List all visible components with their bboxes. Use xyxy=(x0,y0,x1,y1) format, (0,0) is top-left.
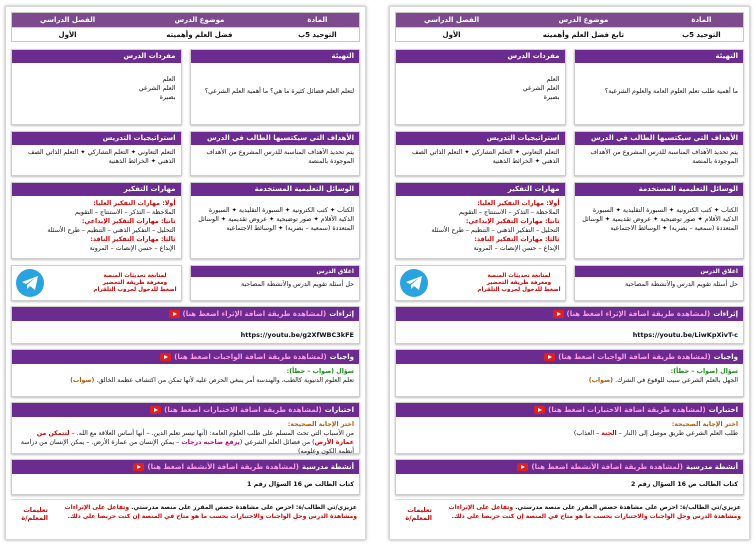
activities-title: أنشطة مدرسية xyxy=(685,463,738,471)
telegram-line-2: ومعرفة طريقة التحضير xyxy=(102,279,168,286)
goals-box xyxy=(574,131,745,176)
youtube-icon[interactable] xyxy=(160,353,171,361)
goals-text: يتم تحديد الأهداف المناسبة للدرس المشروع من الأهداف الموجودة بالمنصة xyxy=(590,149,738,165)
prep-text: ما أهمية طلب تعلم العلوم العامة والعلوم الشرعية؟ xyxy=(604,88,738,95)
vocab-title: مفردات الدرس xyxy=(396,50,565,63)
closing-text: حل أسئلة تقويم الدرس والأنشطة المصاحبة xyxy=(240,281,354,288)
media-text: الكتاب ✦ كتب الكترونية ✦ السبورة التقليدية ✦ السبورة الذكية الأقلام ✦ صور توضيحية ✦ عروض تقديمية ✦ الوسائل المتعددة (سمعية – بصرية) ✦ الوسائط الاجتماعية xyxy=(582,207,738,232)
header-label-term: الفصل الدراسي xyxy=(12,13,123,27)
activities-title: أنشطة مدرسية xyxy=(301,463,354,471)
tests-title: اختبارات xyxy=(324,406,354,414)
vocab-item: العلم xyxy=(546,76,560,83)
header-label-topic: موضوع الدرس xyxy=(507,13,660,27)
youtube-icon[interactable] xyxy=(534,406,545,414)
homework-help-link[interactable]: (لمشاهدة طريقة اضافة الواجبات اضغط هنا) xyxy=(174,353,327,361)
telegram-box[interactable] xyxy=(11,265,182,301)
vocab-title: مفردات الدرس xyxy=(12,50,181,63)
thinking-title: مهارات التفكير xyxy=(396,183,565,196)
thinking-heading-3: ثالثا: مهارات التفكير الناقد: xyxy=(474,236,560,243)
strategies-text: التعلم التعاوني ✦ التعلم التشاركي ✦ التعلم الذاتي الصف الذهني ✦ الخرائط الذهنية xyxy=(27,149,176,165)
header-value-term: الأول xyxy=(396,27,507,41)
telegram-icon[interactable] xyxy=(16,269,44,297)
vocab-item: العلم xyxy=(162,76,176,83)
enrich-section xyxy=(395,306,744,344)
enrich-title: إثراءات xyxy=(713,310,738,318)
tests-connector: ) من فضائل العلم الشرعي ( xyxy=(239,439,315,446)
media-title: الوسائل التعليمية المستخدمة xyxy=(191,183,360,196)
tests-connector: – xyxy=(616,430,624,437)
closing-box xyxy=(190,265,361,301)
goals-text: يتم تحديد الأهداف المناسبة للدرس المشروع من الأهداف الموجودة بالمنصة xyxy=(206,149,354,165)
tests-help-link[interactable]: (لمشاهدة طريقة اضافة الاختبارات اضغط هنا) xyxy=(548,406,706,414)
thinking-box xyxy=(395,182,566,259)
closing-box xyxy=(574,265,745,301)
strategies-title: استراتيجيات التدريس xyxy=(396,132,565,145)
header-value-subject: التوحيد 5ب xyxy=(660,27,743,41)
thinking-text-1: الملاحظة – التذكر – الاستنتاج – التقويم xyxy=(74,209,176,216)
media-box xyxy=(190,182,361,259)
tests-correct-option: لتتمكن من عمارة الأرض xyxy=(36,430,354,446)
header-label-subject: المادة xyxy=(276,13,359,27)
lesson-plan-page-2 xyxy=(5,6,366,540)
teacher-instructions xyxy=(395,499,744,528)
header-value-term: الأول xyxy=(12,27,123,41)
tests-title: اختبارات xyxy=(708,406,738,414)
strategies-box xyxy=(395,131,566,176)
activities-help-link[interactable]: (لمشاهدة طريقة اضافة الأنشطة اضغط هنا) xyxy=(531,463,683,471)
enrich-help-link[interactable]: (لمشاهدة طريقة اضافة الإثراء اضغط هنا) xyxy=(566,310,711,318)
prep-title: التهيئة xyxy=(575,50,744,63)
homework-answer: (صواب) xyxy=(588,377,614,384)
tests-question-type: اختر الإجابة الصحيحة: xyxy=(287,421,354,428)
homework-section xyxy=(395,349,744,397)
thinking-text-3: الإبداع – حسن الإنصات – المرونة xyxy=(473,245,560,252)
homework-answer: (صواب) xyxy=(70,377,95,384)
homework-question-type: سؤال (صواب – خطأ): xyxy=(670,368,738,375)
homework-question-type: سؤال (صواب – خطأ): xyxy=(286,368,354,375)
tests-option-1: النار xyxy=(623,430,635,437)
strategies-box xyxy=(11,131,182,176)
thinking-text-1: الملاحظة – التذكر – الاستنتاج – التقويم xyxy=(458,209,560,216)
vocab-item: بصيرة xyxy=(543,94,560,101)
header-value-topic: فضل العلم وأهميته xyxy=(123,27,276,41)
tests-question-type: اختر الإجابة الصحيحة: xyxy=(671,421,738,428)
telegram-line-1: لمتابعة تحديثات المنصة xyxy=(487,272,551,279)
activities-text: كتاب الطالب ص 16 السؤال رقم 2 xyxy=(631,480,738,488)
enrich-title: إثراءات xyxy=(329,310,354,318)
instructions-intro: عزيزي/تي الطالب/ة: احرص على مشاهدة حصص المقرر على منصة مدرستي. xyxy=(131,504,357,511)
enrich-section xyxy=(11,306,360,344)
thinking-heading-3: ثالثا: مهارات التفكير الناقد: xyxy=(90,236,176,243)
instructions-rest: وتفاعل على الإثراءات ومشاهدة الدرس وحل الواجبات والاختبارات بحسب ما هو متاح في المنصة إن كنت حريصا على ذلك. xyxy=(64,504,357,520)
strategies-title: استراتيجيات التدريس xyxy=(12,132,181,145)
telegram-line-3[interactable]: اضغط للدخول لجروب التلقرام xyxy=(93,286,177,293)
header-label-subject: المادة xyxy=(660,13,743,27)
header-value-subject: التوحيد 5ب xyxy=(276,27,359,41)
instructions-label: تعليمات المعلم/ة xyxy=(21,506,48,522)
instructions-rest: وتفاعل على الإثراءات ومشاهدة الدرس وحل الواجبات والاختبارات بحسب ما هو متاح في المنصة إن كنت حريصا على ذلك. xyxy=(448,504,741,520)
telegram-icon[interactable] xyxy=(400,269,428,297)
media-title: الوسائل التعليمية المستخدمة xyxy=(575,183,744,196)
tests-end: – العذاب) xyxy=(573,430,602,437)
homework-title: واجبات xyxy=(713,353,738,361)
homework-question: الجهل بالعلم الشرعي سبب للوقوع في الشرك. xyxy=(615,377,738,384)
closing-text: حل أسئلة تقويم الدرس والأنشطة المصاحبة xyxy=(624,281,738,288)
closing-title: اغلاق الدرس xyxy=(191,266,360,277)
thinking-text-2: التحليل – التفكير الذهني – التنظيم – طرح الأسئلة xyxy=(431,227,560,234)
goals-box xyxy=(190,131,361,176)
youtube-icon[interactable] xyxy=(517,463,528,471)
tests-section xyxy=(395,402,744,454)
tests-section xyxy=(11,402,360,454)
telegram-line-1: لمتابعة تحديثات المنصة xyxy=(103,272,167,279)
vocab-item: بصيرة xyxy=(159,94,176,101)
activities-section xyxy=(11,459,360,495)
youtube-icon[interactable] xyxy=(169,310,180,318)
tests-question: من الأسباب التي تحث المسلم على طلب العلوم العامة: (أنها تيسر تعلم الدين. – أنها أساس العلاقة مع الله. – xyxy=(69,430,354,437)
instructions-label: تعليمات المعلم/ة xyxy=(405,506,432,522)
tests-question: طلب العلم الشرعي طريق موصل إلى ( xyxy=(634,430,738,437)
prep-box xyxy=(190,49,361,125)
prep-text: لتعلم العلم فضائل كثيرة ما هي؟ ما أهمية العلم الشرعي؟ xyxy=(204,88,354,95)
thinking-box xyxy=(11,182,182,259)
thinking-heading-1: أولا: مهارات التفكير العليا: xyxy=(93,200,176,207)
goals-title: الأهداف التي سيكتسبها الطالب في الدرس xyxy=(575,132,744,145)
homework-help-link[interactable]: (لمشاهدة طريقة اضافة الواجبات اضغط هنا) xyxy=(558,353,711,361)
telegram-box[interactable] xyxy=(395,265,566,301)
instructions-intro: عزيزي/تي الطالب/ة: احرص على مشاهدة حصص المقرر على منصة مدرستي. xyxy=(515,504,741,511)
tests-end: – يمكن الإنسان من عمارة الأرض. – يمكن الإنسان من دراسة أنظمة الكون وعلومه) xyxy=(20,439,354,455)
tests-correct-option: الجنة xyxy=(601,430,617,437)
teacher-instructions xyxy=(11,499,360,528)
vocab-box xyxy=(11,49,182,125)
lesson-header-table xyxy=(11,12,360,42)
youtube-icon[interactable] xyxy=(544,353,555,361)
goals-title: الأهداف التي سيكتسبها الطالب في الدرس xyxy=(191,132,360,145)
homework-title: واجبات xyxy=(329,353,354,361)
thinking-heading-2: ثانيا: مهارات التفكير الإبداعي: xyxy=(465,218,560,225)
thinking-heading-2: ثانيا: مهارات التفكير الإبداعي: xyxy=(81,218,176,225)
vocab-box xyxy=(395,49,566,125)
lesson-header-table xyxy=(395,12,744,42)
header-label-topic: موضوع الدرس xyxy=(123,13,276,27)
homework-section xyxy=(11,349,360,397)
media-box xyxy=(574,182,745,259)
thinking-heading-1: أولا: مهارات التفكير العليا: xyxy=(477,200,560,207)
prep-box xyxy=(574,49,745,125)
closing-title: اغلاق الدرس xyxy=(575,266,744,277)
lesson-plan-page-1 xyxy=(389,6,750,540)
enrich-url[interactable]: https://youtu.be/LiwKpXivT-c xyxy=(632,331,738,339)
vocab-item: العلم الشرعي xyxy=(522,85,560,92)
activities-section xyxy=(395,459,744,495)
youtube-icon[interactable] xyxy=(150,406,161,414)
youtube-icon[interactable] xyxy=(133,463,144,471)
header-label-term: الفصل الدراسي xyxy=(396,13,507,27)
telegram-line-3[interactable]: اضغط للدخول لجروب التلقرام xyxy=(477,286,561,293)
homework-question: تعلم العلوم الدنيوية كالطب، والهندسة أمر ينبغي الحرص عليه لأنها تمكن من اكتشاف عظمة الخالق. xyxy=(96,377,354,384)
vocab-item: العلم الشرعي xyxy=(138,85,176,92)
strategies-text: التعلم التعاوني ✦ التعلم التشاركي ✦ التعلم الذاتي الصف الذهني ✦ الخرائط الذهنية xyxy=(411,149,560,165)
prep-title: التهيئة xyxy=(191,50,360,63)
telegram-line-2: ومعرفة طريقة التحضير xyxy=(486,279,552,286)
activities-help-link[interactable]: (لمشاهدة طريقة اضافة الأنشطة اضغط هنا) xyxy=(147,463,299,471)
youtube-icon[interactable] xyxy=(553,310,564,318)
tests-help-link[interactable]: (لمشاهدة طريقة اضافة الاختبارات اضغط هنا) xyxy=(164,406,322,414)
tests-correct-option-2: يرفع صاحبه درجات xyxy=(181,439,240,446)
enrich-url[interactable]: https://youtu.be/g2XfWBC3kFE xyxy=(240,331,354,339)
enrich-help-link[interactable]: (لمشاهدة طريقة اضافة الإثراء اضغط هنا) xyxy=(182,310,327,318)
thinking-title: مهارات التفكير xyxy=(12,183,181,196)
media-text: الكتاب ✦ كتب الكترونية ✦ السبورة التقليدية ✦ السبورة الذكية الأقلام ✦ صور توضيحية ✦ عروض تقديمية ✦ الوسائل المتعددة (سمعية – بصرية) ✦ الوسائط الاجتماعية xyxy=(198,207,354,232)
header-value-topic: تابع فضل العلم وأهميته xyxy=(507,27,660,41)
activities-text: كتاب الطالب ص 16 السؤال رقم 1 xyxy=(247,480,354,488)
thinking-text-2: التحليل – التفكير الذهني – التنظيم – طرح الأسئلة xyxy=(47,227,176,234)
thinking-text-3: الإبداع – حسن الإنصات – المرونة xyxy=(89,245,176,252)
